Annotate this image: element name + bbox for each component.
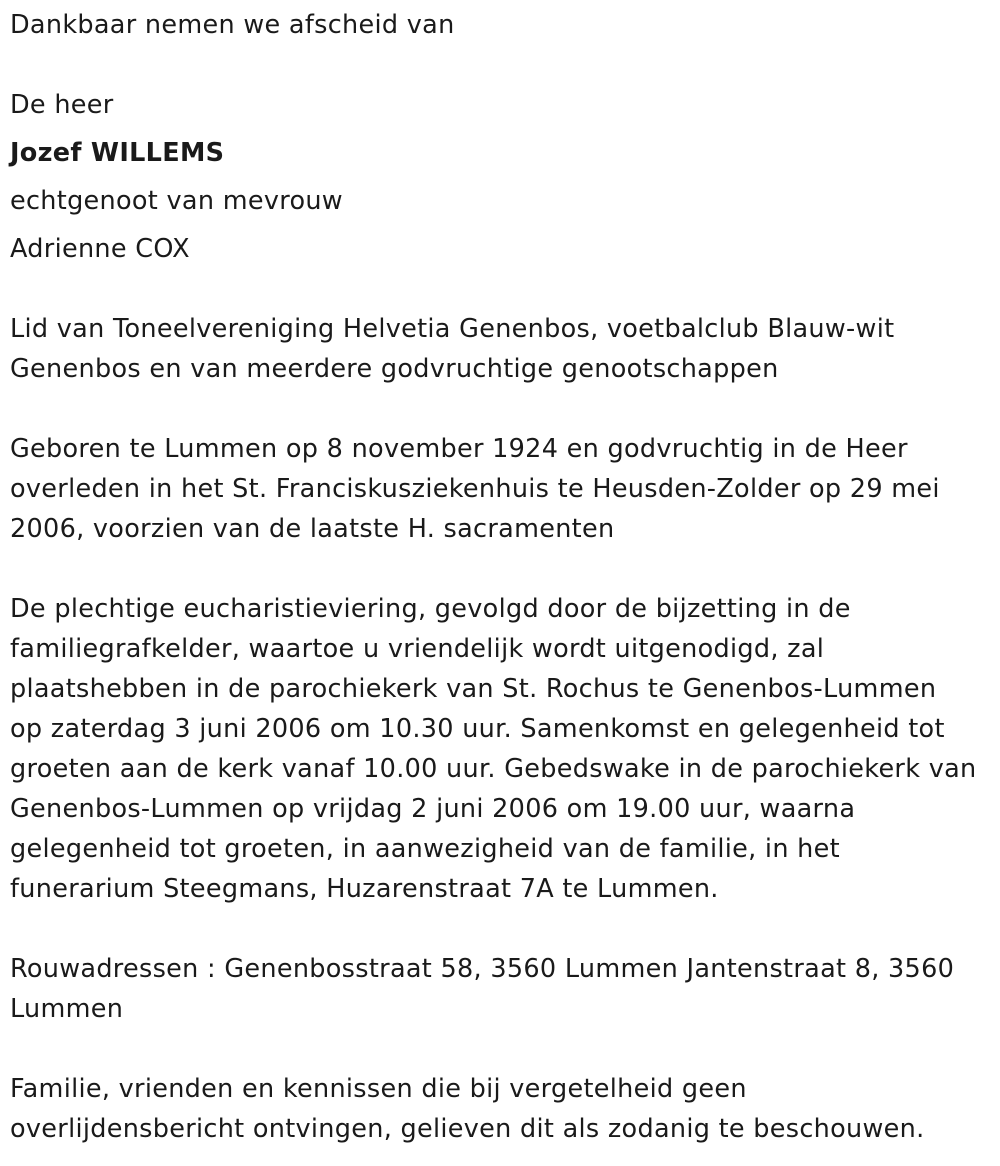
- family-note-paragraph: [10, 1069, 995, 1149]
- family-note-line: overlijdensbericht ontvingen, gelieven dit als zodanig te beschouwen.: [10, 1114, 925, 1144]
- birth-death-line: 2006, voorzien van de laatste H. sacramenten: [10, 514, 615, 544]
- spouse-name: Adrienne COX: [10, 234, 190, 264]
- funeral-service-paragraph: [10, 589, 995, 909]
- birth-death-line: Geboren te Lummen op 8 november 1924 en godvruchtig in de Heer: [10, 434, 908, 464]
- membership-paragraph: [10, 309, 995, 389]
- family-note-line: Familie, vrienden en kennissen die bij vergetelheid geen: [10, 1074, 747, 1104]
- service-line: gelegenheid tot groeten, in aanwezigheid van de familie, in het: [10, 834, 840, 864]
- honorific-title: De heer: [10, 90, 114, 120]
- membership-line: Lid van Toneelvereniging Helvetia Genenbos, voetbalclub Blauw-wit: [10, 314, 895, 344]
- service-line: groeten aan de kerk vanaf 10.00 uur. Gebedswake in de parochiekerk van: [10, 754, 977, 784]
- service-line: funerarium Steegmans, Huzarenstraat 7A te Lummen.: [10, 874, 719, 904]
- address-line: Rouwadressen : Genenbosstraat 58, 3560 Lummen Jantenstraat 8, 3560: [10, 954, 955, 984]
- service-line: op zaterdag 3 juni 2006 om 10.30 uur. Samenkomst en gelegenheid tot: [10, 714, 945, 744]
- service-line: plaatshebben in de parochiekerk van St. Rochus te Genenbos-Lummen: [10, 674, 937, 704]
- birth-death-paragraph: [10, 429, 995, 549]
- service-line: Genenbos-Lummen op vrijdag 2 juni 2006 om 19.00 uur, waarna: [10, 794, 856, 824]
- service-line: De plechtige eucharistieviering, gevolgd door de bijzetting in de: [10, 594, 851, 624]
- intro-text: Dankbaar nemen we afscheid van: [10, 10, 455, 40]
- address-line: Lummen: [10, 994, 124, 1024]
- service-line: familiegrafkelder, waartoe u vriendelijk wordt uitgenodigd, zal: [10, 634, 825, 664]
- membership-line: Genenbos en van meerdere godvruchtige genootschappen: [10, 354, 779, 384]
- birth-death-line: overleden in het St. Franciskusziekenhuis te Heusden-Zolder op 29 mei: [10, 474, 940, 504]
- deceased-name: Jozef WILLEMS: [10, 138, 225, 168]
- spouse-label: echtgenoot van mevrouw: [10, 186, 343, 216]
- mourning-addresses-paragraph: [10, 949, 995, 1029]
